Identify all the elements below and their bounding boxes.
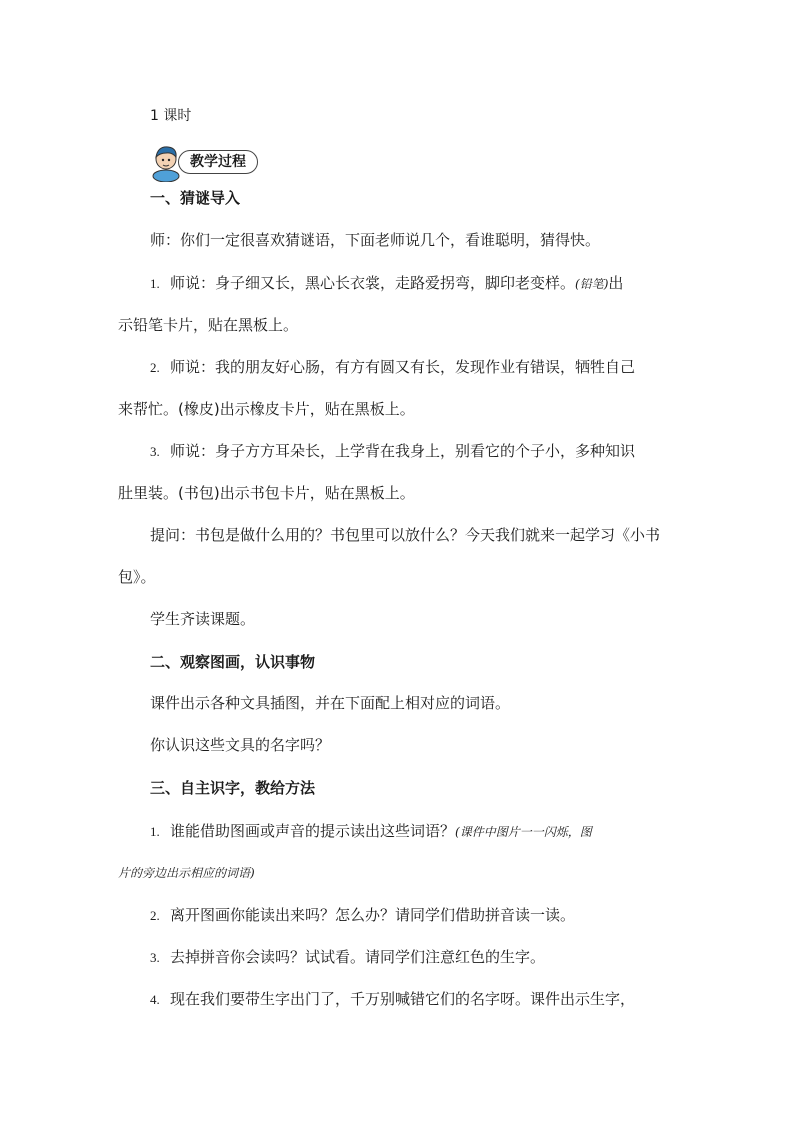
step-1-note: (课件中图片一一闪烁，图 — [455, 825, 592, 839]
riddle-1-text: 师说：身子细又长，黑心长衣裳，走路爱拐弯，脚印老变样。 — [170, 274, 576, 292]
question-line-2: 包》。 — [118, 568, 156, 586]
riddle-3-text-end: 出示书包卡片，贴在黑板上。 — [219, 484, 415, 502]
step-1-line-1 — [150, 821, 710, 842]
paragraph-illustrations: 课件出示各种文具插图，并在下面配上相对应的词语。 — [150, 694, 511, 712]
step-3 — [150, 947, 710, 968]
riddle-1-answer: (铅笔) — [575, 277, 609, 291]
teaching-process-badge — [150, 142, 260, 180]
section-heading-3: 三、自主识字，教给方法 — [150, 779, 316, 797]
list-number: 1. — [150, 824, 160, 839]
step-4 — [150, 989, 710, 1010]
paragraph-question: 你认识这些文具的名字吗？ — [150, 736, 331, 754]
riddle-1-line-1 — [150, 273, 710, 294]
riddle-2-text-end: 出示橡皮卡片，贴在黑板上。 — [219, 400, 415, 418]
section-heading-2: 二、观察图画，认识事物 — [150, 653, 316, 671]
riddle-2-line-1 — [150, 357, 710, 378]
list-number: 2. — [150, 908, 160, 923]
list-number: 1. — [150, 276, 160, 291]
riddle-3-answer: 肚里装。(书包) — [118, 484, 220, 502]
riddle-2-line-2 — [118, 399, 678, 419]
step-4-text: 现在我们要带生字出门了，千万别喊错它们的名字呀。课件出示生字， — [170, 990, 636, 1008]
riddle-3-text: 师说：身子方方耳朵长，上学背在我身上，别看它的个子小，多种知识 — [170, 442, 636, 460]
list-number: 4. — [150, 992, 160, 1007]
list-number: 3. — [150, 950, 160, 965]
paragraph-read-title: 学生齐读课题。 — [150, 610, 256, 628]
question-line-1: 提问：书包是做什么用的？书包里可以放什么？今天我们就来一起学习《小书 — [150, 526, 661, 544]
section-heading-1: 一、猜谜导入 — [150, 189, 241, 207]
list-number: 2. — [150, 360, 160, 375]
lesson-count: 1 课时 — [150, 108, 192, 124]
step-2 — [150, 905, 710, 926]
riddle-1-line-2: 示铅笔卡片，贴在黑板上。 — [118, 316, 299, 334]
list-number: 3. — [150, 444, 160, 459]
step-2-text: 离开图画你能读出来吗？怎么办？请同学们借助拼音读一读。 — [170, 906, 576, 924]
riddle-3-line-2 — [118, 483, 678, 503]
badge-label: 教学过程 — [178, 150, 258, 174]
riddle-3-line-1 — [150, 441, 710, 462]
step-1-line-2: 片的旁边出示相应的词语) — [118, 866, 255, 880]
riddle-1-text-end: 出 — [608, 274, 624, 292]
step-1-text: 谁能借助图画或声音的提示读出这些词语？ — [170, 822, 456, 840]
paragraph-intro: 师：你们一定很喜欢猜谜语，下面老师说几个，看谁聪明，猜得快。 — [150, 231, 601, 249]
step-3-text: 去掉拼音你会读吗？试试看。请同学们注意红色的生字。 — [170, 948, 546, 966]
riddle-2-text: 师说：我的朋友好心肠，有方有圆又有长，发现作业有错误，牺牲自己 — [170, 358, 636, 376]
riddle-2-answer: 来帮忙。(橡皮) — [118, 400, 220, 418]
